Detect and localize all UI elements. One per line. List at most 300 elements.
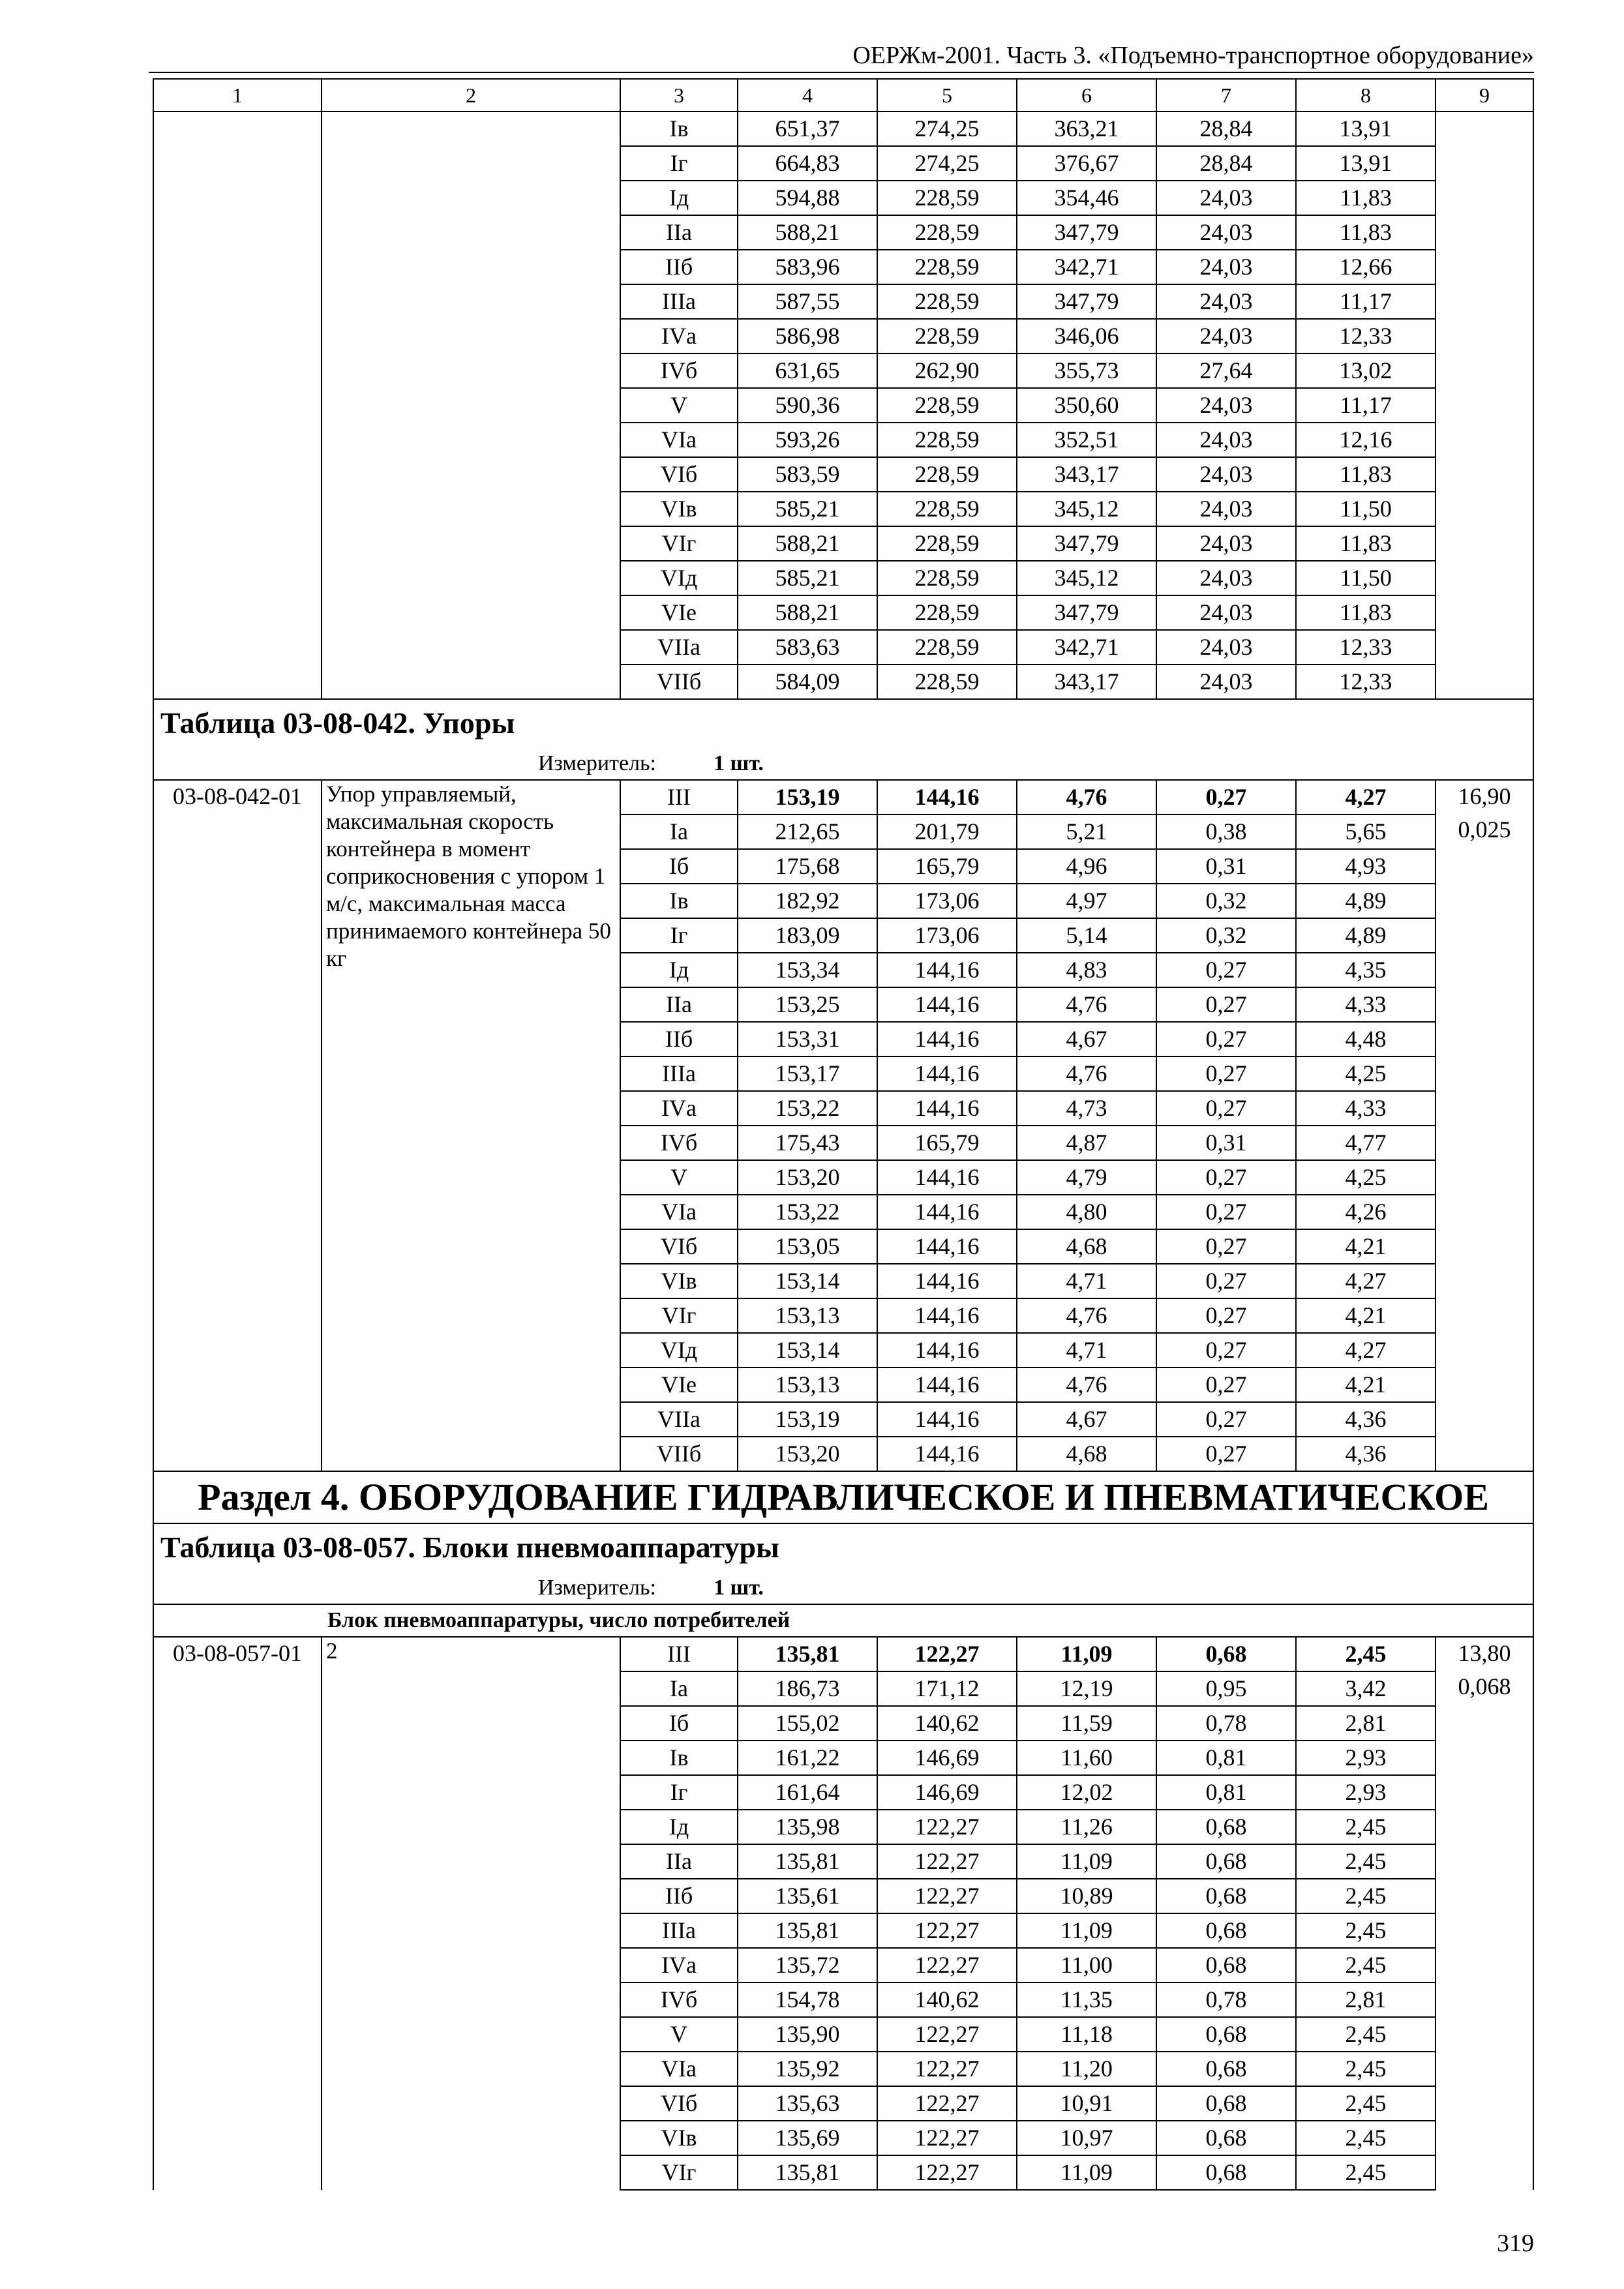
description-cell: Упор управляемый, максимальная скорость контейнера в момент соприкосновения с упором 1 м/с, максимальная масса принимаемого контейнера 50 кг xyxy=(322,780,620,1471)
value-cell: 0,68 xyxy=(1156,1844,1296,1879)
code-cell: 03-08-057-01 xyxy=(153,1637,322,2190)
zone-cell: V xyxy=(620,388,738,423)
value-cell: 0,31 xyxy=(1156,849,1296,884)
zone-cell: IIб xyxy=(620,1879,738,1913)
value-cell: 228,59 xyxy=(877,595,1017,630)
zone-cell: IVа xyxy=(620,319,738,353)
header-rule xyxy=(149,72,1534,73)
value-cell: 2,45 xyxy=(1296,1879,1436,1913)
value-cell: 2,81 xyxy=(1296,1982,1436,2017)
value-cell: 228,59 xyxy=(877,526,1017,561)
value-cell: 10,89 xyxy=(1017,1879,1156,1913)
value-cell: 122,27 xyxy=(877,2155,1017,2190)
value-cell: 153,14 xyxy=(738,1333,877,1368)
zone-cell: VIд xyxy=(620,1333,738,1368)
value-cell: 228,59 xyxy=(877,215,1017,250)
value-cell: 2,81 xyxy=(1296,1706,1436,1741)
value-cell: 228,59 xyxy=(877,665,1017,699)
value-cell: 11,20 xyxy=(1017,2052,1156,2086)
value-cell: 345,12 xyxy=(1017,561,1156,595)
measure-cell xyxy=(153,747,1533,780)
column-number: 7 xyxy=(1156,79,1296,112)
value-cell: 24,03 xyxy=(1156,457,1296,492)
zone-cell: Iв xyxy=(620,884,738,918)
zone-cell: VIг xyxy=(620,526,738,561)
value-cell: 27,64 xyxy=(1156,353,1296,388)
value-cell: 4,93 xyxy=(1296,849,1436,884)
zone-cell: IVб xyxy=(620,353,738,388)
zone-cell: VIIа xyxy=(620,1402,738,1437)
value-cell: 593,26 xyxy=(738,423,877,457)
value-cell: 0,32 xyxy=(1156,918,1296,953)
value-cell: 228,59 xyxy=(877,457,1017,492)
value-cell: 144,16 xyxy=(877,1195,1017,1229)
value-cell: 144,16 xyxy=(877,1437,1017,1471)
value-cell: 11,50 xyxy=(1296,492,1436,526)
value-cell: 0,68 xyxy=(1156,1948,1296,1982)
value-cell: 2,45 xyxy=(1296,1637,1436,1671)
value-cell: 342,71 xyxy=(1017,250,1156,284)
value-cell: 228,59 xyxy=(877,561,1017,595)
value-cell: 274,25 xyxy=(877,112,1017,146)
zone-cell: IVа xyxy=(620,1948,738,1982)
value-cell: 0,27 xyxy=(1156,1229,1296,1264)
value-cell: 153,05 xyxy=(738,1229,877,1264)
value-cell: 0,27 xyxy=(1156,1022,1296,1056)
value-cell: 11,26 xyxy=(1017,1810,1156,1844)
value-cell: 24,03 xyxy=(1156,388,1296,423)
zone-cell: IIIа xyxy=(620,284,738,319)
code-cell xyxy=(153,112,322,699)
value-cell: 4,67 xyxy=(1017,1022,1156,1056)
column-number: 4 xyxy=(738,79,877,112)
value-cell: 135,81 xyxy=(738,2155,877,2190)
table-row xyxy=(153,780,1533,815)
zone-cell: Iд xyxy=(620,1810,738,1844)
value-cell: 583,59 xyxy=(738,457,877,492)
value-cell: 584,09 xyxy=(738,665,877,699)
value-cell: 155,02 xyxy=(738,1706,877,1741)
value-cell: 0,68 xyxy=(1156,2086,1296,2121)
value-cell: 182,92 xyxy=(738,884,877,918)
value-cell: 4,26 xyxy=(1296,1195,1436,1229)
value-cell: 144,16 xyxy=(877,1229,1017,1264)
value-cell: 588,21 xyxy=(738,215,877,250)
norm-value: 0,025 xyxy=(1458,816,1511,843)
zone-cell: III xyxy=(620,1637,738,1671)
value-cell: 186,73 xyxy=(738,1671,877,1706)
value-cell: 122,27 xyxy=(877,2052,1017,2086)
value-cell: 2,45 xyxy=(1296,2121,1436,2155)
value-cell: 0,68 xyxy=(1156,2017,1296,2052)
zone-cell: VIв xyxy=(620,492,738,526)
value-cell: 4,36 xyxy=(1296,1402,1436,1437)
value-cell: 146,69 xyxy=(877,1741,1017,1775)
value-cell: 274,25 xyxy=(877,146,1017,181)
value-cell: 0,27 xyxy=(1156,1333,1296,1368)
value-cell: 2,45 xyxy=(1296,1844,1436,1879)
table-title: Таблица 03-08-057. Блоки пневмоаппаратуры xyxy=(153,1523,1533,1571)
zone-cell: III xyxy=(620,780,738,815)
norm-cell xyxy=(1436,112,1533,699)
value-cell: 590,36 xyxy=(738,388,877,423)
value-cell: 144,16 xyxy=(877,780,1017,815)
value-cell: 2,45 xyxy=(1296,1810,1436,1844)
value-cell: 347,79 xyxy=(1017,526,1156,561)
value-cell: 161,64 xyxy=(738,1775,877,1810)
zone-cell: IIб xyxy=(620,250,738,284)
column-number: 5 xyxy=(877,79,1017,112)
value-cell: 144,16 xyxy=(877,1160,1017,1195)
value-cell: 4,67 xyxy=(1017,1402,1156,1437)
value-cell: 585,21 xyxy=(738,492,877,526)
value-cell: 153,22 xyxy=(738,1091,877,1126)
value-cell: 4,21 xyxy=(1296,1229,1436,1264)
value-cell: 24,03 xyxy=(1156,561,1296,595)
value-cell: 153,17 xyxy=(738,1056,877,1091)
value-cell: 228,59 xyxy=(877,388,1017,423)
value-cell: 173,06 xyxy=(877,918,1017,953)
value-cell: 144,16 xyxy=(877,1264,1017,1298)
value-cell: 228,59 xyxy=(877,319,1017,353)
value-cell: 212,65 xyxy=(738,815,877,849)
value-cell: 153,19 xyxy=(738,1402,877,1437)
norm-value: 13,80 xyxy=(1458,1640,1511,1666)
value-cell: 4,27 xyxy=(1296,1264,1436,1298)
table-title: Таблица 03-08-042. Упоры xyxy=(153,699,1533,747)
description-cell xyxy=(322,112,620,699)
value-cell: 24,03 xyxy=(1156,526,1296,561)
value-cell: 0,68 xyxy=(1156,1637,1296,1671)
norm-value: 16,90 xyxy=(1458,783,1511,809)
value-cell: 0,95 xyxy=(1156,1671,1296,1706)
value-cell: 4,76 xyxy=(1017,780,1156,815)
value-cell: 153,20 xyxy=(738,1437,877,1471)
value-cell: 135,72 xyxy=(738,1948,877,1982)
value-cell: 140,62 xyxy=(877,1706,1017,1741)
value-cell: 588,21 xyxy=(738,526,877,561)
value-cell: 4,27 xyxy=(1296,1333,1436,1368)
value-cell: 0,27 xyxy=(1156,953,1296,987)
value-cell: 135,90 xyxy=(738,2017,877,2052)
zone-cell: Iг xyxy=(620,146,738,181)
value-cell: 135,98 xyxy=(738,1810,877,1844)
value-cell: 24,03 xyxy=(1156,665,1296,699)
value-cell: 0,27 xyxy=(1156,1264,1296,1298)
section-title: Раздел 4. ОБОРУДОВАНИЕ ГИДРАВЛИЧЕСКОЕ И ПНЕВМАТИЧЕСКОЕ xyxy=(153,1471,1533,1523)
value-cell: 2,45 xyxy=(1296,1913,1436,1948)
value-cell: 24,03 xyxy=(1156,423,1296,457)
value-cell: 12,33 xyxy=(1296,630,1436,665)
value-cell: 4,89 xyxy=(1296,918,1436,953)
zone-cell: Iа xyxy=(620,1671,738,1706)
value-cell: 2,45 xyxy=(1296,2017,1436,2052)
value-cell: 4,21 xyxy=(1296,1368,1436,1402)
value-cell: 0,68 xyxy=(1156,2155,1296,2190)
value-cell: 10,97 xyxy=(1017,2121,1156,2155)
zone-cell: IIа xyxy=(620,215,738,250)
zone-cell: VIа xyxy=(620,2052,738,2086)
value-cell: 122,27 xyxy=(877,2017,1017,2052)
value-cell: 122,27 xyxy=(877,1879,1017,1913)
value-cell: 4,25 xyxy=(1296,1056,1436,1091)
value-cell: 135,92 xyxy=(738,2052,877,2086)
value-cell: 11,83 xyxy=(1296,526,1436,561)
column-number: 6 xyxy=(1017,79,1156,112)
value-cell: 347,79 xyxy=(1017,284,1156,319)
value-cell: 11,09 xyxy=(1017,1913,1156,1948)
value-cell: 0,27 xyxy=(1156,1368,1296,1402)
value-cell: 3,42 xyxy=(1296,1671,1436,1706)
value-cell: 0,27 xyxy=(1156,1160,1296,1195)
value-cell: 228,59 xyxy=(877,492,1017,526)
value-cell: 0,31 xyxy=(1156,1126,1296,1160)
value-cell: 135,69 xyxy=(738,2121,877,2155)
value-cell: 664,83 xyxy=(738,146,877,181)
value-cell: 154,78 xyxy=(738,1982,877,2017)
column-number: 2 xyxy=(322,79,620,112)
column-number: 1 xyxy=(153,79,322,112)
value-cell: 12,66 xyxy=(1296,250,1436,284)
value-cell: 228,59 xyxy=(877,423,1017,457)
value-cell: 345,12 xyxy=(1017,492,1156,526)
zone-cell: V xyxy=(620,1160,738,1195)
value-cell: 588,21 xyxy=(738,595,877,630)
value-cell: 153,13 xyxy=(738,1298,877,1333)
norm-cell xyxy=(1436,780,1533,1471)
column-number: 9 xyxy=(1436,79,1533,112)
value-cell: 24,03 xyxy=(1156,319,1296,353)
value-cell: 376,67 xyxy=(1017,146,1156,181)
zone-cell: IVб xyxy=(620,1982,738,2017)
value-cell: 228,59 xyxy=(877,284,1017,319)
value-cell: 12,19 xyxy=(1017,1671,1156,1706)
value-cell: 4,77 xyxy=(1296,1126,1436,1160)
value-cell: 262,90 xyxy=(877,353,1017,388)
value-cell: 153,25 xyxy=(738,987,877,1022)
value-cell: 0,27 xyxy=(1156,987,1296,1022)
value-cell: 4,87 xyxy=(1017,1126,1156,1160)
value-cell: 144,16 xyxy=(877,1402,1017,1437)
value-cell: 346,06 xyxy=(1017,319,1156,353)
code-cell: 03-08-042-01 xyxy=(153,780,322,1471)
value-cell: 122,27 xyxy=(877,1637,1017,1671)
value-cell: 0,81 xyxy=(1156,1775,1296,1810)
table-row xyxy=(153,1637,1533,1671)
value-cell: 0,27 xyxy=(1156,1298,1296,1333)
value-cell: 11,17 xyxy=(1296,388,1436,423)
value-cell: 4,36 xyxy=(1296,1437,1436,1471)
value-cell: 0,81 xyxy=(1156,1741,1296,1775)
value-cell: 4,68 xyxy=(1017,1229,1156,1264)
value-cell: 175,43 xyxy=(738,1126,877,1160)
value-cell: 11,09 xyxy=(1017,1637,1156,1671)
value-cell: 354,46 xyxy=(1017,181,1156,215)
subgroup-row xyxy=(153,1604,1533,1637)
value-cell: 144,16 xyxy=(877,1333,1017,1368)
value-cell: 583,96 xyxy=(738,250,877,284)
value-cell: 135,81 xyxy=(738,1913,877,1948)
value-cell: 583,63 xyxy=(738,630,877,665)
value-cell: 4,80 xyxy=(1017,1195,1156,1229)
zone-cell: Iг xyxy=(620,1775,738,1810)
value-cell: 165,79 xyxy=(877,849,1017,884)
value-cell: 4,97 xyxy=(1017,884,1156,918)
value-cell: 4,76 xyxy=(1017,1056,1156,1091)
value-cell: 11,18 xyxy=(1017,2017,1156,2052)
value-cell: 343,17 xyxy=(1017,457,1156,492)
value-cell: 122,27 xyxy=(877,2121,1017,2155)
value-cell: 0,27 xyxy=(1156,1402,1296,1437)
value-cell: 11,50 xyxy=(1296,561,1436,595)
column-numbers-row xyxy=(153,79,1533,112)
value-cell: 11,35 xyxy=(1017,1982,1156,2017)
value-cell: 4,96 xyxy=(1017,849,1156,884)
value-cell: 12,33 xyxy=(1296,319,1436,353)
value-cell: 165,79 xyxy=(877,1126,1017,1160)
zone-cell: Iд xyxy=(620,181,738,215)
zone-cell: VIд xyxy=(620,561,738,595)
value-cell: 11,83 xyxy=(1296,457,1436,492)
column-number: 8 xyxy=(1296,79,1436,112)
zone-cell: VIIа xyxy=(620,630,738,665)
value-cell: 12,02 xyxy=(1017,1775,1156,1810)
zone-cell: VIв xyxy=(620,2121,738,2155)
norm-value: 0,068 xyxy=(1458,1673,1511,1699)
value-cell: 5,21 xyxy=(1017,815,1156,849)
value-cell: 0,32 xyxy=(1156,884,1296,918)
value-cell: 12,33 xyxy=(1296,665,1436,699)
zone-cell: VIв xyxy=(620,1264,738,1298)
zone-cell: VIе xyxy=(620,595,738,630)
value-cell: 13,91 xyxy=(1296,112,1436,146)
value-cell: 24,03 xyxy=(1156,630,1296,665)
value-cell: 352,51 xyxy=(1017,423,1156,457)
zone-cell: VIг xyxy=(620,2155,738,2190)
zone-cell: IIIа xyxy=(620,1056,738,1091)
value-cell: 11,09 xyxy=(1017,2155,1156,2190)
value-cell: 587,55 xyxy=(738,284,877,319)
value-cell: 135,81 xyxy=(738,1637,877,1671)
measure-label: Измеритель: xyxy=(537,1576,656,1600)
value-cell: 2,45 xyxy=(1296,2052,1436,2086)
value-cell: 24,03 xyxy=(1156,492,1296,526)
value-cell: 5,14 xyxy=(1017,918,1156,953)
value-cell: 24,03 xyxy=(1156,250,1296,284)
value-cell: 343,17 xyxy=(1017,665,1156,699)
value-cell: 144,16 xyxy=(877,1022,1017,1056)
value-cell: 4,33 xyxy=(1296,1091,1436,1126)
measure-cell xyxy=(153,1571,1533,1604)
value-cell: 4,76 xyxy=(1017,1368,1156,1402)
value-cell: 11,00 xyxy=(1017,1948,1156,1982)
page-number: 319 xyxy=(1497,2230,1534,2257)
value-cell: 0,68 xyxy=(1156,1913,1296,1948)
value-cell: 122,27 xyxy=(877,1913,1017,1948)
value-cell: 2,93 xyxy=(1296,1741,1436,1775)
value-cell: 0,27 xyxy=(1156,1437,1296,1471)
value-cell: 342,71 xyxy=(1017,630,1156,665)
value-cell: 161,22 xyxy=(738,1741,877,1775)
zone-cell: VIг xyxy=(620,1298,738,1333)
value-cell: 0,38 xyxy=(1156,815,1296,849)
column-number: 3 xyxy=(620,79,738,112)
value-cell: 122,27 xyxy=(877,2086,1017,2121)
value-cell: 586,98 xyxy=(738,319,877,353)
value-cell: 631,65 xyxy=(738,353,877,388)
value-cell: 144,16 xyxy=(877,1056,1017,1091)
value-cell: 4,21 xyxy=(1296,1298,1436,1333)
value-cell: 24,03 xyxy=(1156,215,1296,250)
value-cell: 4,35 xyxy=(1296,953,1436,987)
value-cell: 144,16 xyxy=(877,1368,1017,1402)
zone-cell: VIа xyxy=(620,423,738,457)
value-cell: 11,09 xyxy=(1017,1844,1156,1879)
value-cell: 13,91 xyxy=(1296,146,1436,181)
value-cell: 0,68 xyxy=(1156,1879,1296,1913)
zone-cell: VIIб xyxy=(620,665,738,699)
value-cell: 2,45 xyxy=(1296,2086,1436,2121)
zone-cell: VIа xyxy=(620,1195,738,1229)
value-cell: 347,79 xyxy=(1017,215,1156,250)
value-cell: 228,59 xyxy=(877,181,1017,215)
value-cell: 347,79 xyxy=(1017,595,1156,630)
value-cell: 4,89 xyxy=(1296,884,1436,918)
value-cell: 585,21 xyxy=(738,561,877,595)
zone-cell: IIIа xyxy=(620,1913,738,1948)
measure-value: 1 шт. xyxy=(714,1576,764,1600)
value-cell: 24,03 xyxy=(1156,181,1296,215)
measure-row xyxy=(153,747,1533,780)
zone-cell: Iв xyxy=(620,112,738,146)
value-cell: 122,27 xyxy=(877,1844,1017,1879)
value-cell: 4,79 xyxy=(1017,1160,1156,1195)
subgroup-title: Блок пневмоаппаратуры, число потребителей xyxy=(153,1604,1533,1637)
value-cell: 153,31 xyxy=(738,1022,877,1056)
value-cell: 122,27 xyxy=(877,1948,1017,1982)
value-cell: 135,61 xyxy=(738,1879,877,1913)
value-cell: 11,83 xyxy=(1296,181,1436,215)
norms-table xyxy=(153,78,1534,2191)
value-cell: 0,27 xyxy=(1156,1195,1296,1229)
value-cell: 0,27 xyxy=(1156,780,1296,815)
value-cell: 12,16 xyxy=(1296,423,1436,457)
value-cell: 122,27 xyxy=(877,1810,1017,1844)
table-row xyxy=(153,112,1533,146)
zone-cell: IIа xyxy=(620,1844,738,1879)
value-cell: 153,34 xyxy=(738,953,877,987)
zone-cell: Iа xyxy=(620,815,738,849)
value-cell: 11,59 xyxy=(1017,1706,1156,1741)
value-cell: 144,16 xyxy=(877,953,1017,987)
table-title-row xyxy=(153,699,1533,747)
value-cell: 4,68 xyxy=(1017,1437,1156,1471)
measure-value: 1 шт. xyxy=(714,751,764,775)
zone-cell: IVа xyxy=(620,1091,738,1126)
value-cell: 228,59 xyxy=(877,630,1017,665)
zone-cell: Iд xyxy=(620,953,738,987)
value-cell: 0,27 xyxy=(1156,1091,1296,1126)
zone-cell: VIе xyxy=(620,1368,738,1402)
value-cell: 594,88 xyxy=(738,181,877,215)
value-cell: 0,68 xyxy=(1156,2121,1296,2155)
value-cell: 4,48 xyxy=(1296,1022,1436,1056)
zone-cell: VIб xyxy=(620,2086,738,2121)
zone-cell: Iб xyxy=(620,1706,738,1741)
norm-cell xyxy=(1436,1637,1533,2190)
value-cell: 0,68 xyxy=(1156,2052,1296,2086)
value-cell: 0,27 xyxy=(1156,1056,1296,1091)
